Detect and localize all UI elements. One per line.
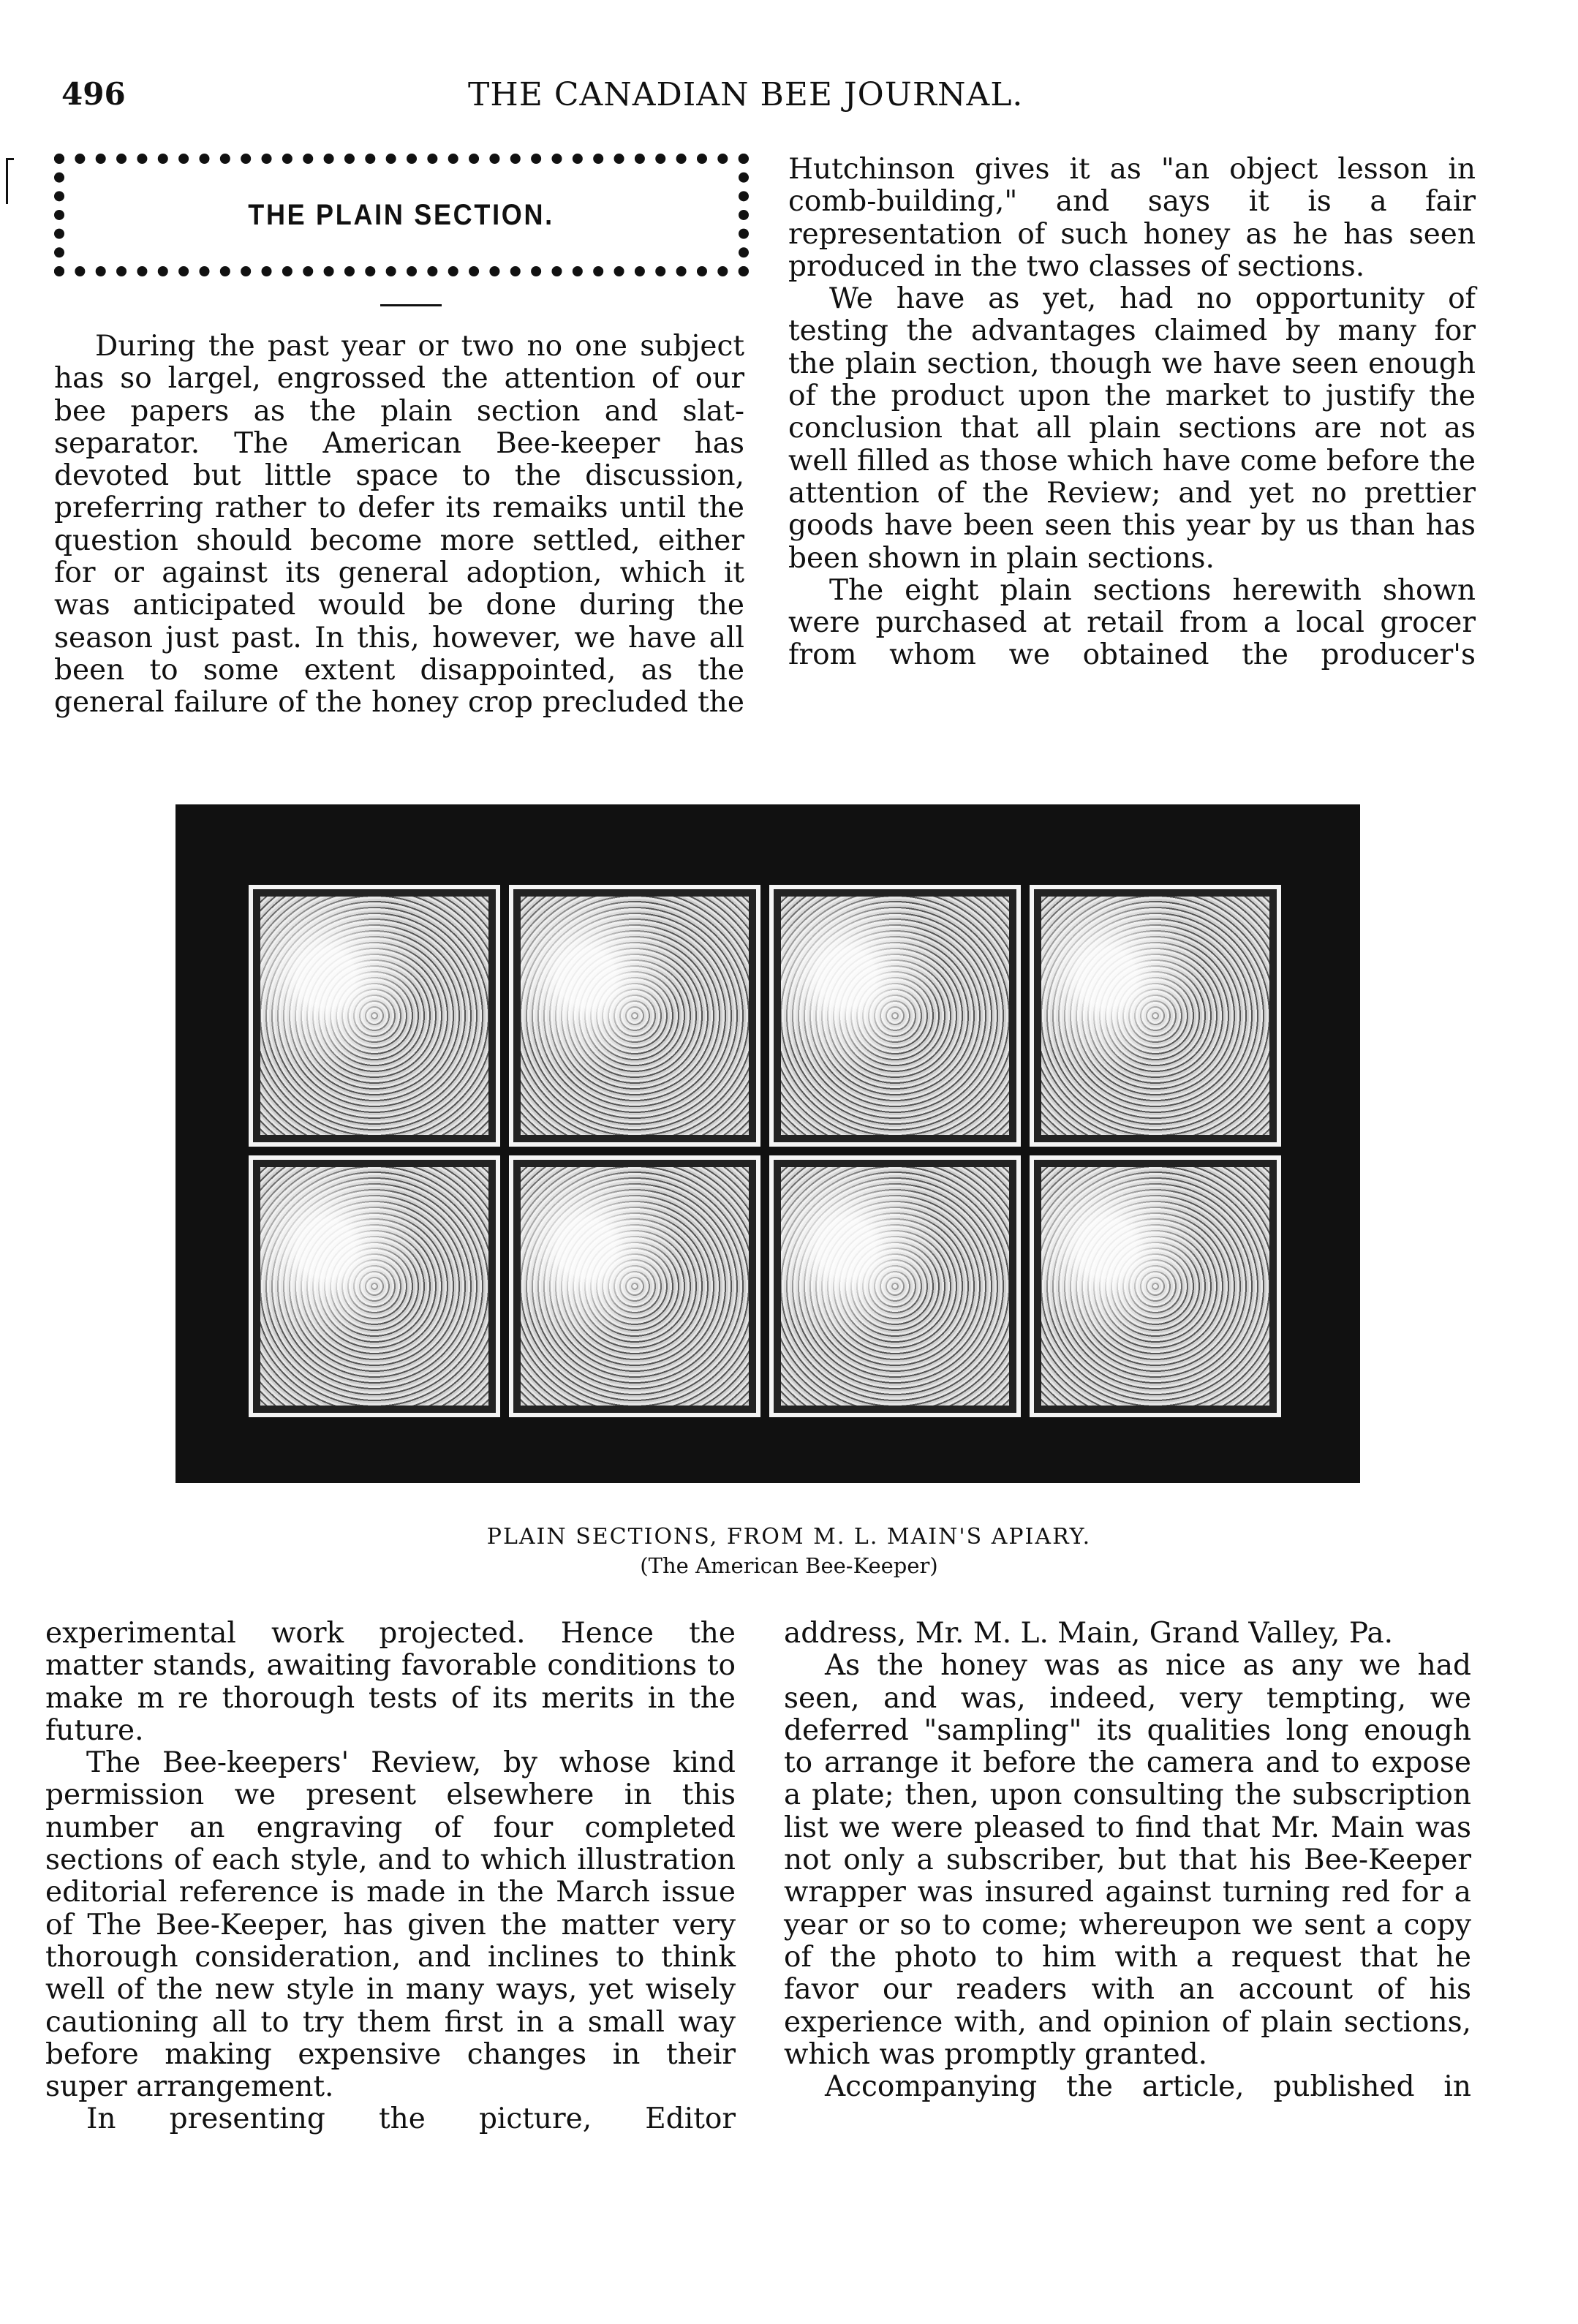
column-lower-right <box>784 1618 1471 2103</box>
page-number: 496 <box>61 76 126 112</box>
paragraph: Hutchinson gives it as "an object lesson in comb-building," and says it is a fair representation of such honey as he has seen produced in the two classes of sections. <box>788 153 1476 283</box>
paragraph: Accompanying the article, published in <box>825 2070 1471 2104</box>
paragraph: The eight plain sections herewith shown were purchased at retail from a local grocer from whom we obtained the producer's <box>788 573 1476 672</box>
paragraph: During the past year or two no one subject has so largel, engrossed the attention of our bee papers as the plain section and slat-separator. The American Bee-keeper has devoted but little space to the discussion, preferring rather to defer its remaiks until the question should become more settled, either for or against its general adoption, which it was anticipated would be done during the season just past. In this, however, we have all been to some extent disappointed, as the general failure of the honey crop precluded the <box>54 330 744 720</box>
honey-section <box>509 885 760 1147</box>
column-upper-right <box>788 154 1476 672</box>
honey-section <box>249 885 500 1147</box>
paragraph: address, Mr. M. L. Main, Grand Valley, Pa. <box>784 1617 1393 1650</box>
paragraph: In presenting the picture, Editor <box>86 2102 736 2136</box>
title-rule <box>380 304 442 306</box>
honey-section <box>1030 1155 1281 1417</box>
figure-credit: (The American Bee-Keeper) <box>640 1553 938 1578</box>
figure-caption: PLAIN SECTIONS, FROM M. L. MAIN'S APIARY. <box>486 1524 1092 1550</box>
paragraph: experimental work projected. Hence the matter stands, awaiting favorable conditions to make m re thorough tests of its merits in the future. <box>45 1617 736 1747</box>
crop-mark <box>6 158 14 204</box>
honey-section <box>1030 885 1281 1147</box>
paragraph: As the honey was as nice as any we had seen, and was, indeed, very tempting, we deferred "sampling" its qualities long enough to arrange it before the camera and to expose a plate; then, upon consulting the subscription list we were pleased to find that Mr. Main was not only a subscriber, but that his Bee-Keeper wrapper was insured against turning red for a year or so to come; whereupon we sent a copy of the photo to him with a request that he favor our readers with an account of his experience with, and opinion of plain sections, which was promptly granted. <box>784 1649 1471 2071</box>
journal-title: THE CANADIAN BEE JOURNAL. <box>468 76 1024 113</box>
honey-section <box>769 1155 1021 1417</box>
honey-sections-photo <box>175 804 1360 1483</box>
article-title-box <box>54 154 749 276</box>
paragraph: The Bee-keepers' Review, by whose kind permission we present elsewhere in this number an engraving of four completed sections of each style, and to which illustration editorial reference is made in the March issue of The Bee-Keeper, has given the matter very thorough consideration, and inclines to think well of the new style in many ways, yet wisely cautioning all to try them first in a small way before making expensive changes in their super arrangement. <box>45 1746 736 2104</box>
column-lower-left <box>45 1618 736 2136</box>
honey-section <box>249 1155 500 1417</box>
paragraph: We have as yet, had no opportunity of testing the advantages claimed by many for the plain section, though we have seen enough of the product upon the market to justify the conclusion that all plain sections are not as well filled as those which have come before the attention of the Review; and yet no prettier goods have been seen this year by us than has been shown in plain sections. <box>788 282 1476 575</box>
column-upper-left <box>54 331 744 720</box>
article-title: THE PLAIN SECTION. <box>248 198 555 231</box>
honey-section <box>509 1155 760 1417</box>
honey-section <box>769 885 1021 1147</box>
